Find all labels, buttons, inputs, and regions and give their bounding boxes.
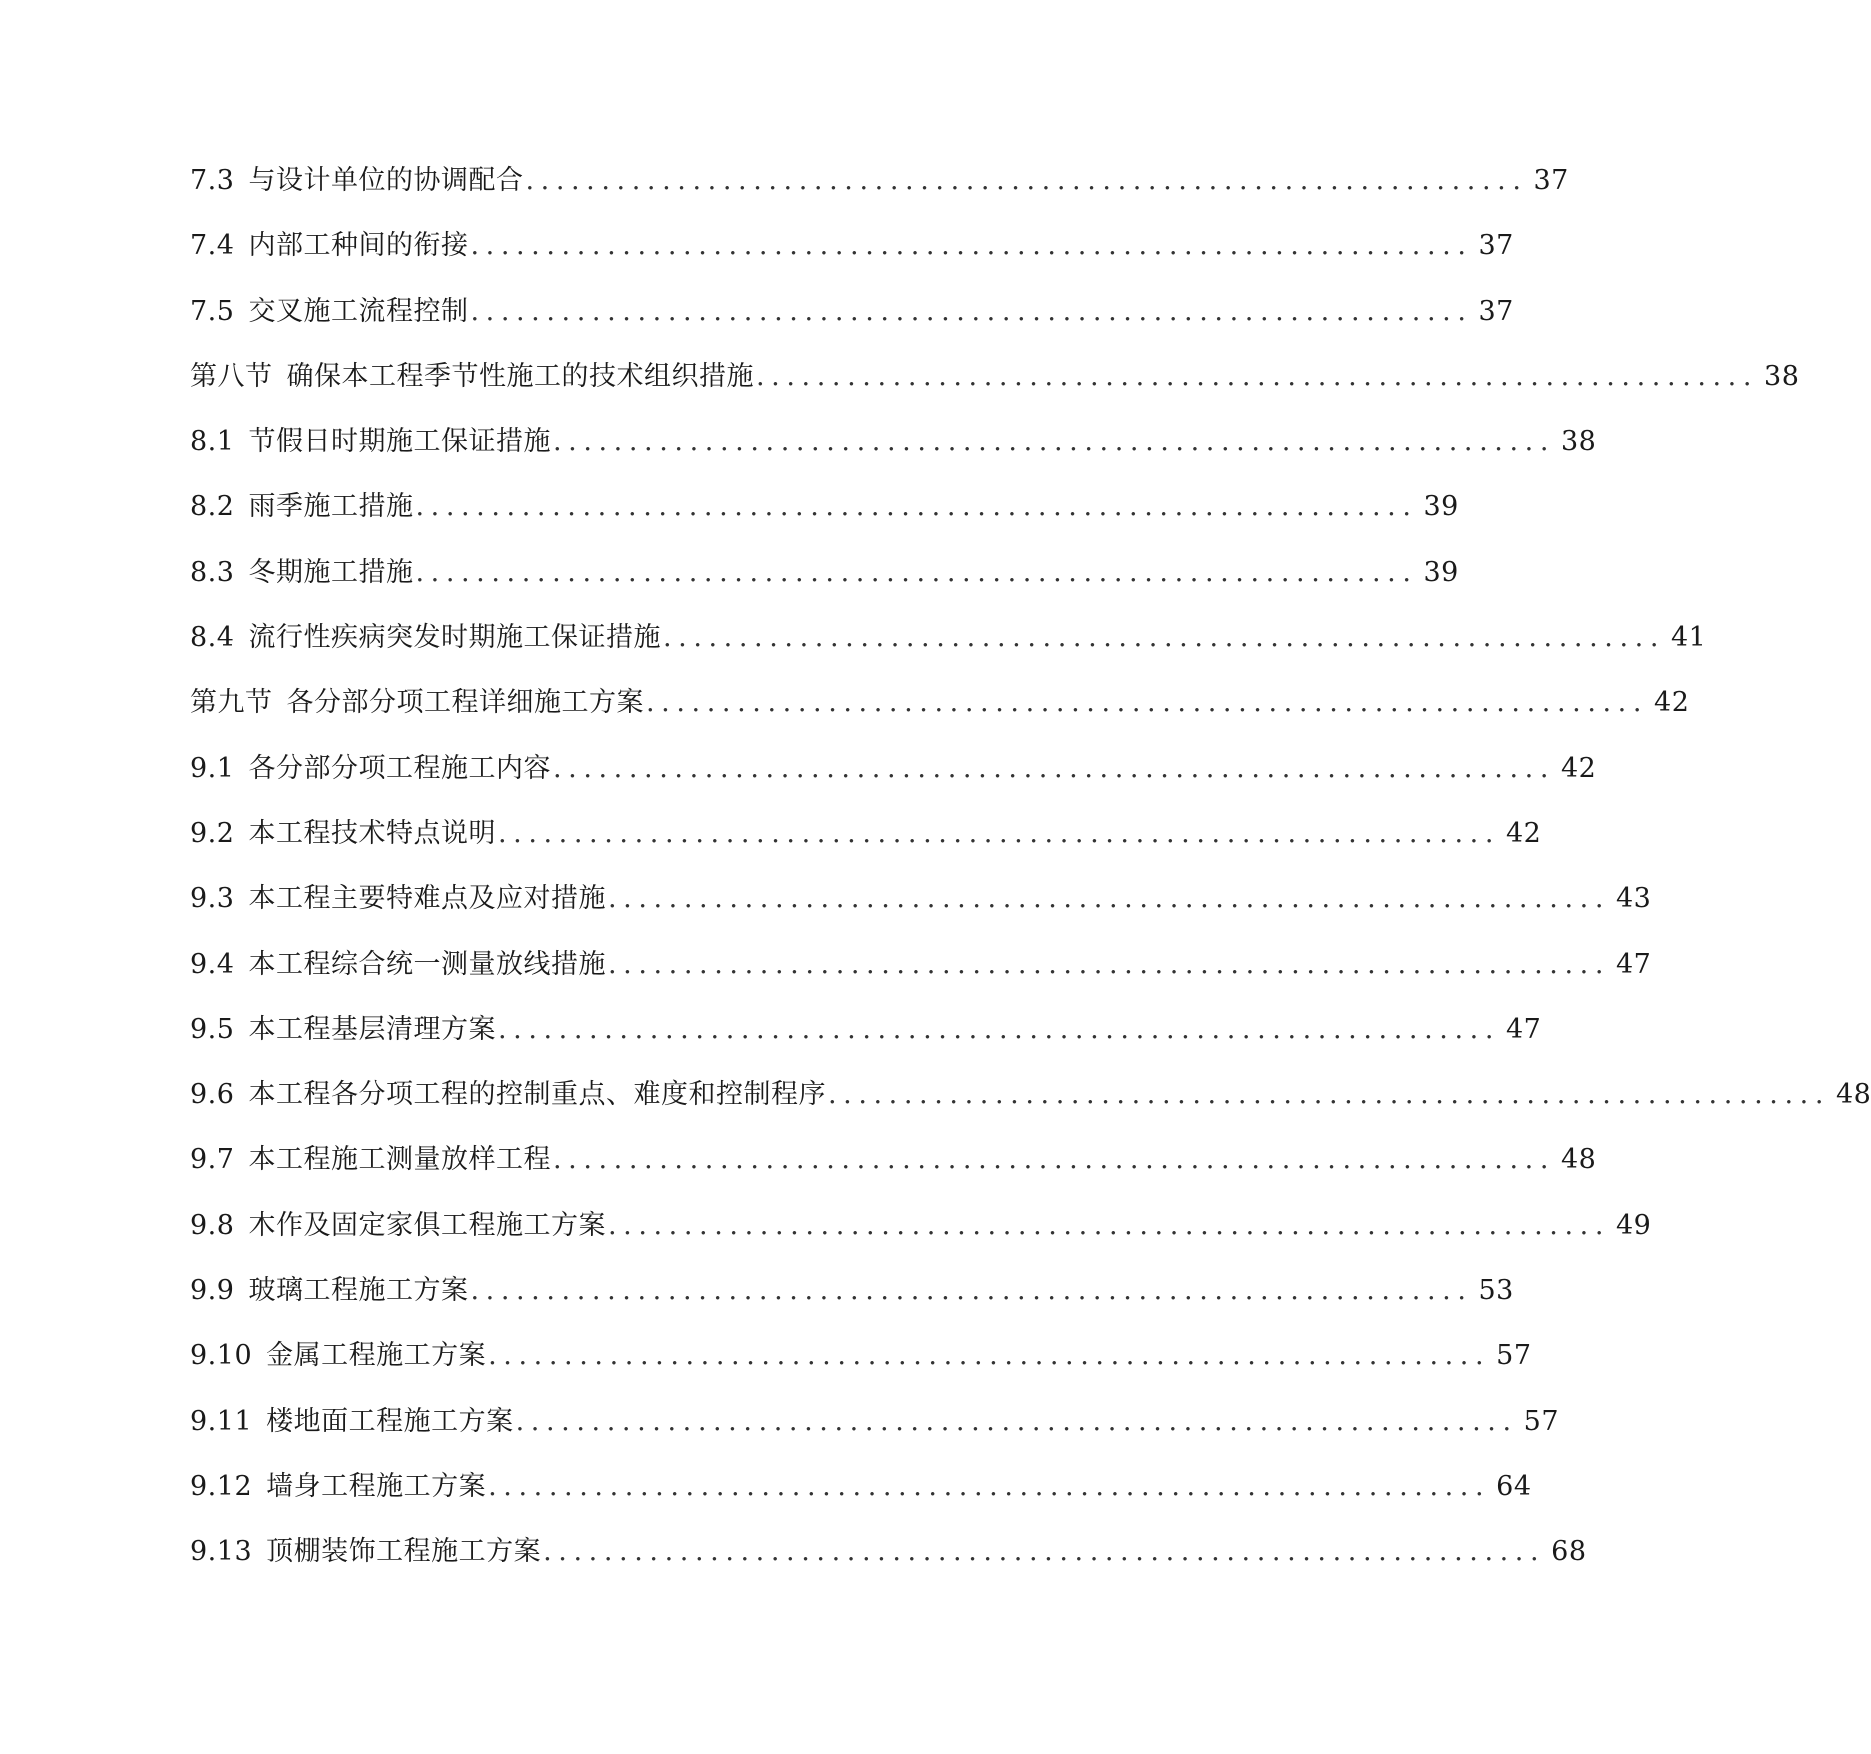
- dot-leader: ..................................................................: [488, 1470, 1491, 1502]
- toc-entry-number: 9.11: [190, 1405, 253, 1437]
- toc-entry[interactable]: [190, 1007, 1542, 1072]
- toc-entry-number: 9.10: [190, 1340, 253, 1372]
- toc-entry-page: 53: [1478, 1275, 1514, 1307]
- toc-entry-number: 8.1: [190, 426, 235, 458]
- toc-section-number: 第九节: [190, 687, 273, 719]
- toc-entry-page: 39: [1423, 491, 1459, 523]
- toc-entry-title: 节假日时期施工保证措施: [248, 426, 551, 458]
- toc-entry-number: 9.8: [190, 1209, 235, 1241]
- toc-entry-title: 金属工程施工方案: [266, 1340, 487, 1372]
- toc-entry-page: 49: [1616, 1209, 1652, 1241]
- toc-section-entry[interactable]: [190, 680, 1690, 745]
- toc-entry[interactable]: [190, 1529, 1587, 1594]
- dot-leader: ..................................................................: [827, 1079, 1830, 1111]
- toc-entry-title: 楼地面工程施工方案: [266, 1405, 514, 1437]
- toc-entry-number: 9.9: [190, 1275, 235, 1307]
- toc-section-page: 42: [1654, 687, 1690, 719]
- toc-entry[interactable]: [190, 419, 1597, 484]
- toc-entry-page: 57: [1496, 1340, 1532, 1372]
- toc-entry-page: 41: [1671, 622, 1707, 654]
- toc-entry-title: 本工程施工测量放样工程: [248, 1144, 551, 1176]
- dot-leader: ..................................................................: [470, 295, 1473, 327]
- dot-leader: ..................................................................: [543, 1536, 1546, 1568]
- toc-entry[interactable]: [190, 289, 1514, 354]
- toc-entry-title: 本工程技术特点说明: [248, 817, 496, 849]
- toc-section-entry[interactable]: [190, 354, 1800, 419]
- toc-entry-page: 47: [1506, 1013, 1542, 1045]
- toc-section-title: 各分部分项工程详细施工方案: [286, 687, 644, 719]
- dot-leader: ..................................................................: [515, 1405, 1518, 1437]
- toc-entry-title: 墙身工程施工方案: [266, 1470, 487, 1502]
- toc-entry-title: 顶棚装饰工程施工方案: [266, 1536, 542, 1568]
- dot-leader: ..................................................................: [497, 817, 1500, 849]
- toc-entry[interactable]: [190, 746, 1597, 811]
- toc-entry-page: 68: [1551, 1536, 1587, 1568]
- toc-entry-title: 雨季施工措施: [248, 491, 414, 523]
- toc-entry-page: 48: [1561, 1144, 1597, 1176]
- toc-entry-page: 48: [1836, 1079, 1871, 1111]
- toc-entry-title: 与设计单位的协调配合: [248, 165, 524, 196]
- toc-section-number: 第八节: [190, 360, 273, 392]
- dot-leader: ..................................................................: [552, 1144, 1555, 1176]
- dot-leader: ..................................................................: [662, 622, 1665, 654]
- toc-entry-page: 47: [1616, 948, 1652, 980]
- toc-entry-page: 38: [1561, 426, 1597, 458]
- toc-entry[interactable]: [190, 876, 1652, 941]
- toc-entry-title: 本工程主要特难点及应对措施: [248, 883, 606, 915]
- dot-leader: ..................................................................: [470, 1275, 1473, 1307]
- toc-entry-number: 9.7: [190, 1144, 235, 1176]
- table-of-contents: [190, 158, 1871, 1595]
- toc-entry-number: 8.3: [190, 556, 235, 588]
- toc-entry-number: 7.4: [190, 230, 235, 262]
- toc-entry-title: 流行性疾病突发时期施工保证措施: [248, 622, 661, 654]
- dot-leader: ..................................................................: [497, 1013, 1500, 1045]
- toc-entry-number: 9.1: [190, 752, 235, 784]
- toc-entry[interactable]: [190, 1203, 1652, 1268]
- dot-leader: ..................................................................: [552, 426, 1555, 458]
- toc-entry[interactable]: [190, 811, 1542, 876]
- toc-entry[interactable]: [190, 1333, 1532, 1398]
- toc-entry-number: 9.3: [190, 883, 235, 915]
- dot-leader: ..................................................................: [470, 230, 1473, 262]
- toc-entry-number: 8.4: [190, 622, 235, 654]
- toc-entry-page: 42: [1561, 752, 1597, 784]
- toc-entry-number: 9.2: [190, 817, 235, 849]
- toc-entry-page: 64: [1496, 1470, 1532, 1502]
- toc-entry-number: 9.13: [190, 1536, 253, 1568]
- toc-entry-number: 9.12: [190, 1470, 253, 1502]
- dot-leader: ..................................................................: [607, 948, 1610, 980]
- toc-section-page: 38: [1764, 360, 1800, 392]
- toc-entry-number: 9.4: [190, 948, 235, 980]
- toc-entry[interactable]: [190, 1268, 1514, 1333]
- toc-entry[interactable]: [190, 223, 1514, 288]
- toc-entry-number: 9.5: [190, 1013, 235, 1045]
- toc-entry-number: 7.3: [190, 165, 235, 196]
- toc-entry-page: 39: [1423, 556, 1459, 588]
- dot-leader: ..................................................................: [488, 1340, 1491, 1372]
- toc-entry-number: 9.6: [190, 1079, 235, 1111]
- dot-leader: ..................................................................: [552, 752, 1555, 784]
- toc-entry[interactable]: [190, 615, 1707, 680]
- toc-entry[interactable]: [190, 1137, 1597, 1202]
- dot-leader: ..................................................................: [756, 360, 1759, 392]
- toc-entry-title: 本工程各分项工程的控制重点、难度和控制程序: [248, 1079, 826, 1111]
- toc-entry-page: 37: [1533, 165, 1569, 196]
- dot-leader: ..................................................................: [525, 165, 1528, 196]
- dot-leader: ..................................................................: [415, 556, 1418, 588]
- dot-leader: ..................................................................: [646, 687, 1649, 719]
- toc-entry[interactable]: [190, 550, 1459, 615]
- toc-entry-title: 内部工种间的衔接: [248, 230, 469, 262]
- toc-entry-title: 玻璃工程施工方案: [248, 1275, 469, 1307]
- toc-entry-title: 冬期施工措施: [248, 556, 414, 588]
- toc-entry-page: 43: [1616, 883, 1652, 915]
- toc-entry[interactable]: [190, 942, 1652, 1007]
- toc-entry-number: 8.2: [190, 491, 235, 523]
- toc-entry-title: 各分部分项工程施工内容: [248, 752, 551, 784]
- toc-entry-page: 37: [1478, 295, 1514, 327]
- toc-entry[interactable]: [190, 484, 1459, 549]
- toc-entry[interactable]: [190, 1072, 1871, 1137]
- toc-entry-page: 57: [1523, 1405, 1560, 1437]
- toc-entry-title: 本工程综合统一测量放线措施: [248, 948, 606, 980]
- dot-leader: ..................................................................: [607, 1209, 1610, 1241]
- toc-entry-title: 交叉施工流程控制: [248, 295, 469, 327]
- toc-entry-number: 7.5: [190, 295, 235, 327]
- toc-entry-page: 42: [1506, 817, 1542, 849]
- toc-entry[interactable]: [190, 1464, 1532, 1529]
- dot-leader: ..................................................................: [607, 883, 1610, 915]
- toc-entry[interactable]: [190, 158, 1569, 223]
- toc-entry-title: 本工程基层清理方案: [248, 1013, 496, 1045]
- toc-entry-page: 37: [1478, 230, 1514, 262]
- toc-section-title: 确保本工程季节性施工的技术组织措施: [286, 360, 754, 392]
- toc-entry-title: 木作及固定家俱工程施工方案: [248, 1209, 606, 1241]
- toc-entry[interactable]: [190, 1399, 1560, 1464]
- dot-leader: ..................................................................: [415, 491, 1418, 523]
